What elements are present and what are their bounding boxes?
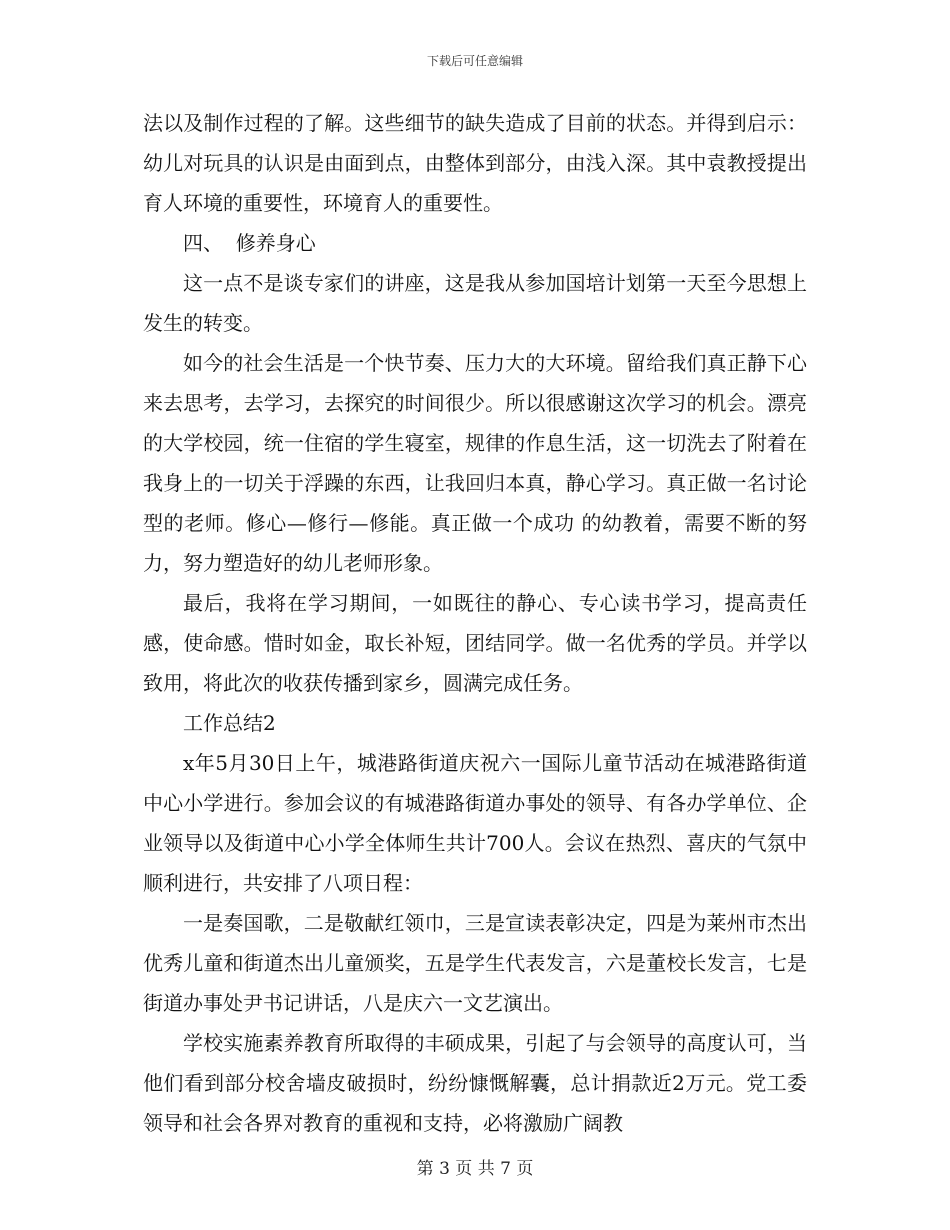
page-footer: 第 3 页 共 7 页 bbox=[416, 1159, 534, 1179]
paragraph-7: 学校实施素养教育所取得的丰硕成果，引起了与会领导的高度认可，当他们看到部分校舍墙皮破损时，纷纷慷慨解囊，总计捐款近2万元。党工委领导和社会各界对教育的重视和支持，必将激励广阔教 bbox=[143, 1031, 807, 1135]
paragraph-6: 一是奏国歌，二是敬献红领巾，三是宣读表彰决定，四是为莱州市杰出优秀儿童和街道杰出儿童颁奖，五是学生代表发言，六是董校长发言，七是街道办事处尹书记讲话，八是庆六一文艺演出。 bbox=[143, 911, 807, 1015]
paragraph-5: x年5月30日上午，城港路街道庆祝六一国际儿童节活动在城港路街道中心小学进行。参加会议的有城港路街道办事处的领导、有各办学单位、企业领导以及街道中心小学全体师生共计700人。会议在热烈、喜庆的气氛中顺利进行，共安排了八项日程： bbox=[143, 751, 807, 895]
paragraph-3: 如今的社会生活是一个快节奏、压力大的大环境。留给我们真正静下心来去思考，去学习，去探究的时间很少。所以很感谢这次学习的机会。漂亮的大学校园，统一住宿的学生寝室，规律的作息生活，这一切洗去了附着在我身上的一切关于浮躁的东西，让我回归本真，静心学习。真正做一名讨论型的老师。修心—修行—修能。真正做一个成功 的幼教着，需要不断的努力，努力塑造好的幼儿老师形象。 bbox=[143, 351, 807, 575]
paragraph-1: 法以及制作过程的了解。这些细节的缺失造成了目前的状态。并得到启示：幼儿对玩具的认识是由面到点，由整体到部分，由浅入深。其中袁教授提出育人环境的重要性，环境育人的重要性。 bbox=[143, 111, 807, 215]
paragraph-4: 最后，我将在学习期间，一如既往的静心、专心读书学习，提高责任感，使命感。惜时如金，取长补短，团结同学。做一名优秀的学员。并学以致用，将此次的收获传播到家乡，圆满完成任务。 bbox=[143, 591, 807, 695]
section-title-work-summary-2: 工作总结2 bbox=[183, 711, 276, 735]
document-body bbox=[143, 103, 807, 1143]
page-header: 下载后可任意编辑 bbox=[426, 54, 523, 68]
section-heading-4: 四、 修养身心 bbox=[183, 231, 316, 255]
paragraph-2: 这一点不是谈专家们的讲座，这是我从参加国培计划第一天至今思想上发生的转变。 bbox=[143, 271, 807, 335]
